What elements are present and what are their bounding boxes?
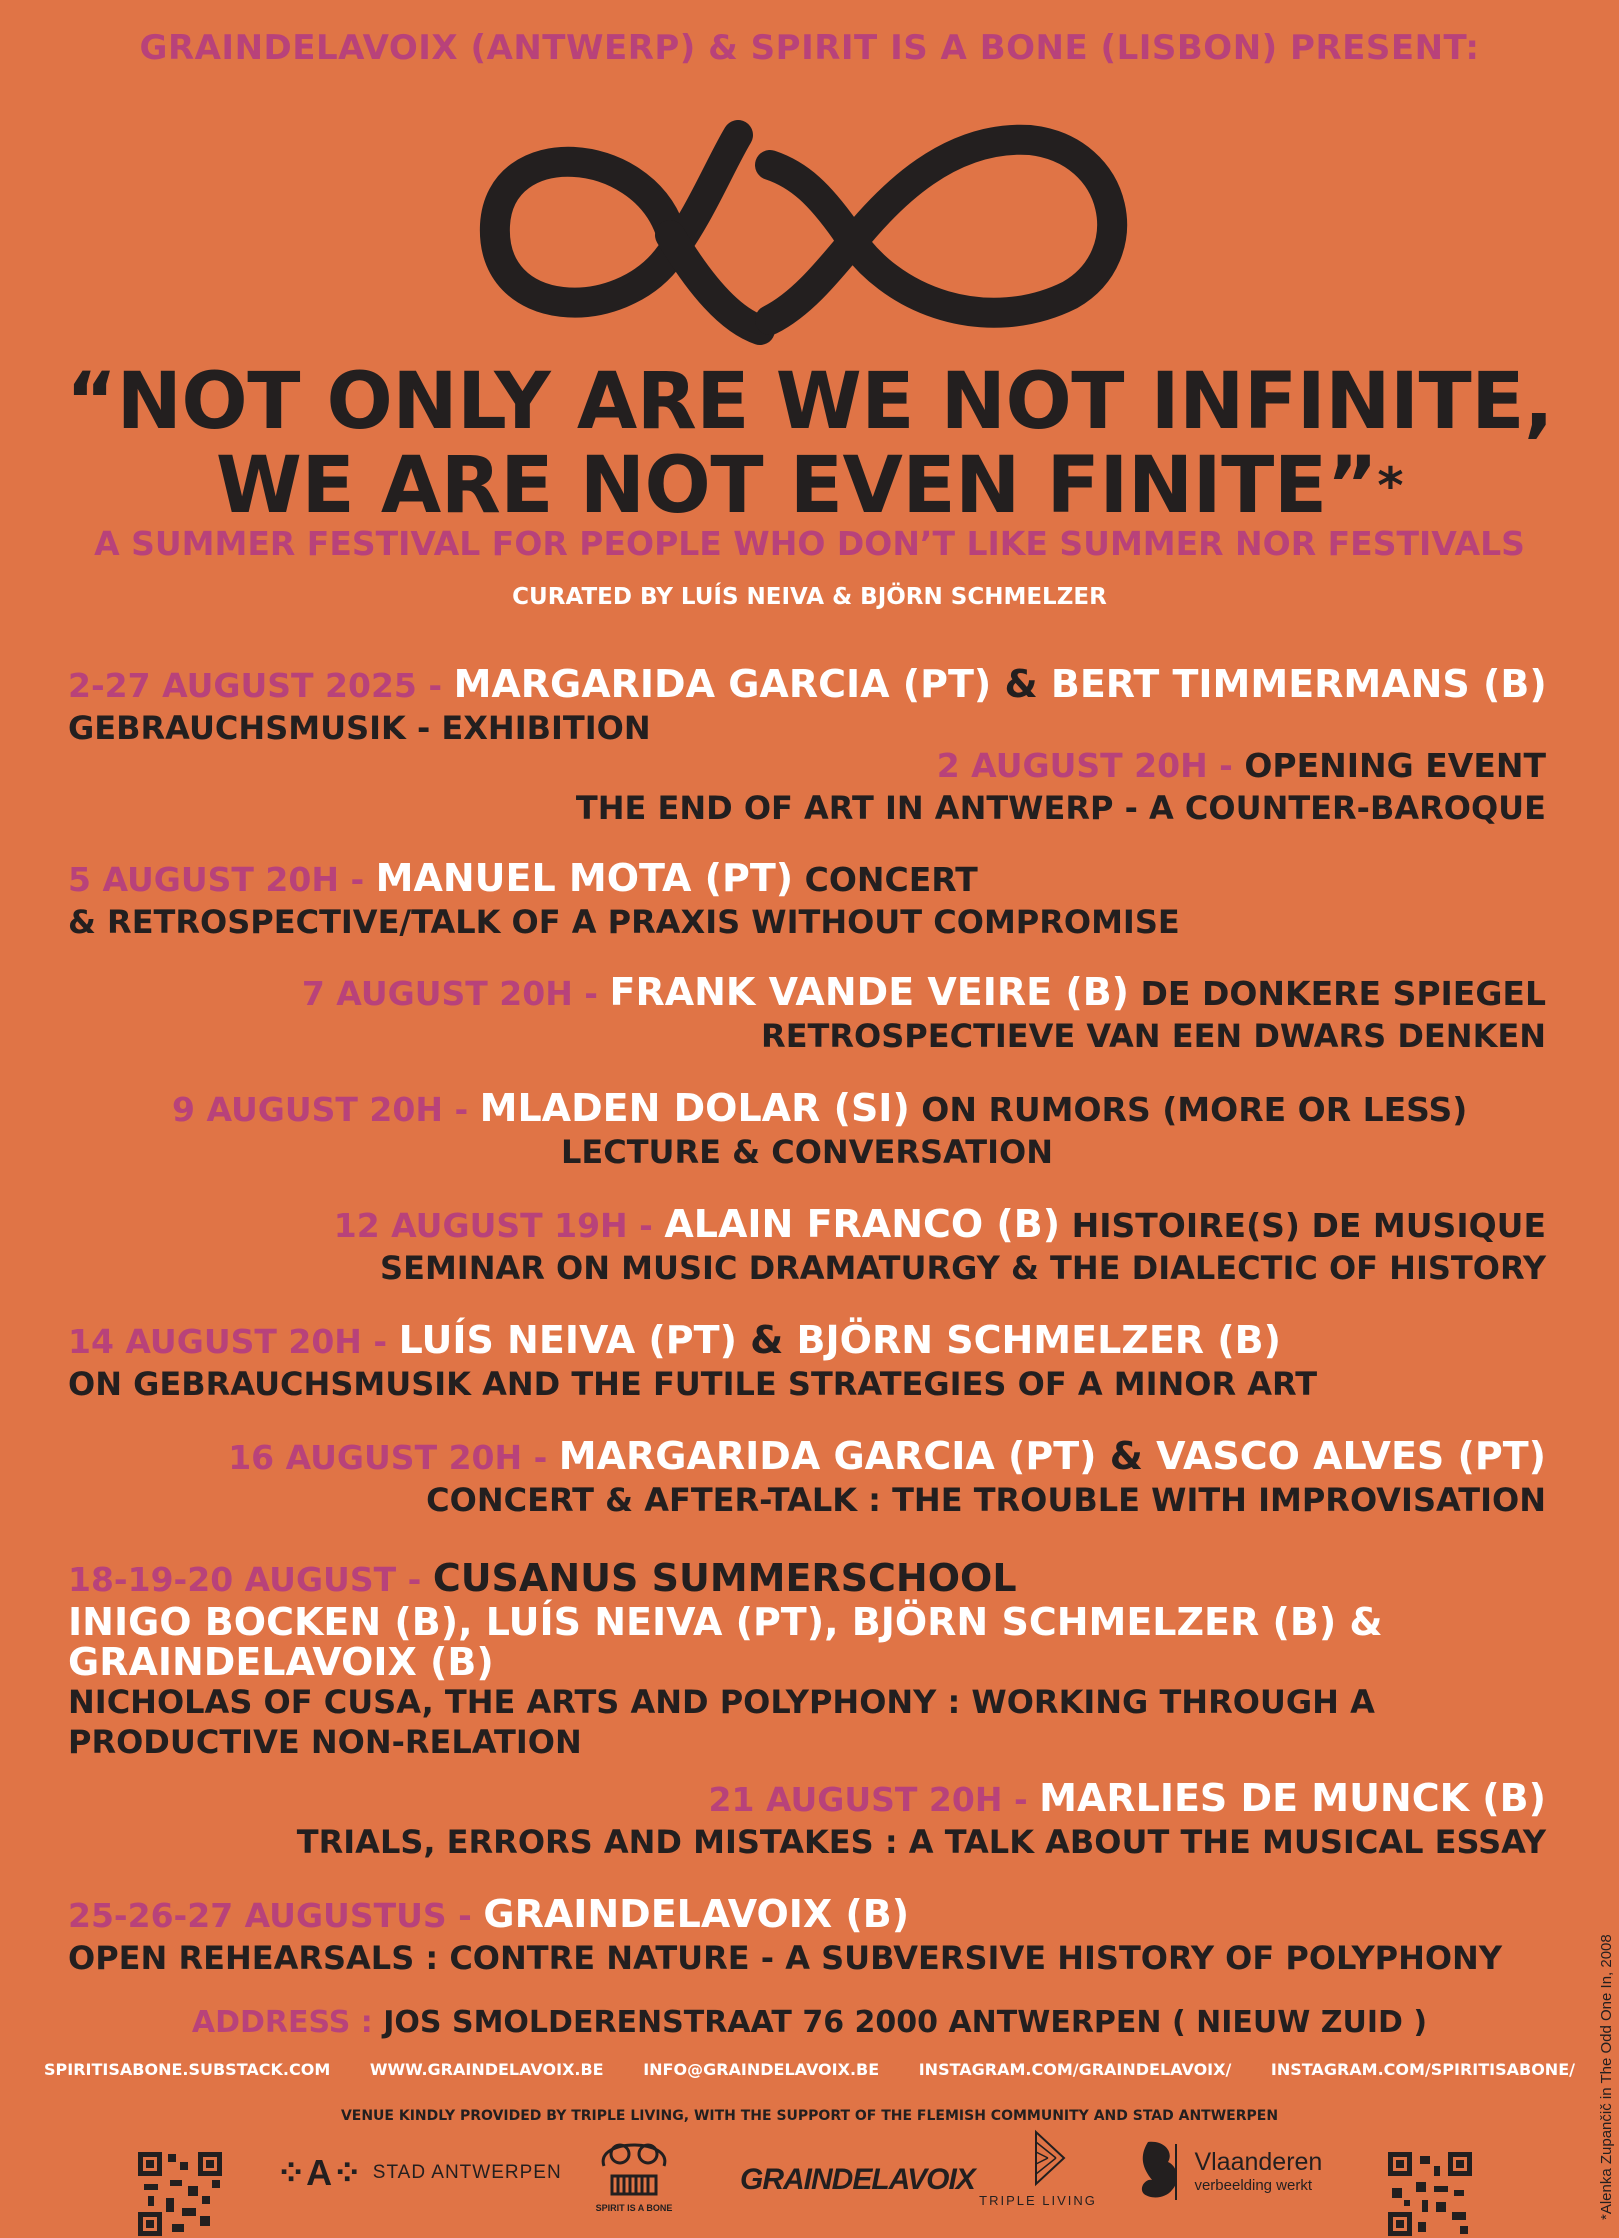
event-description: ON GEBRAUCHSMUSIK AND THE FUTILE STRATEGIES OF A MINOR ART xyxy=(68,1365,1318,1403)
event-margarida-bert xyxy=(68,662,1546,748)
event-date: 21 AUGUST 20H - xyxy=(708,1780,1040,1819)
triple-living-label: TRIPLE LIVING xyxy=(979,2193,1097,2208)
artist-name: ALAIN FRANCO (B) xyxy=(664,1202,1061,1246)
event-frank-vande-veire xyxy=(68,970,1546,1056)
event-type: ON RUMORS (MORE OR LESS) xyxy=(909,1090,1468,1129)
qr-code-icon xyxy=(136,2150,224,2238)
link-substack[interactable]: SPIRITISABONE.SUBSTACK.COM xyxy=(44,2060,331,2079)
tagline: A SUMMER FESTIVAL FOR PEOPLE WHO DON’T LIKE SUMMER NOR FESTIVALS xyxy=(94,524,1525,563)
link-instagram-spiritisabone[interactable]: INSTAGRAM.COM/SPIRITISABONE/ xyxy=(1270,2060,1575,2079)
vlaanderen-lion-logo-icon xyxy=(1134,2138,1184,2204)
ampersand: & xyxy=(1096,1434,1157,1478)
spirit-label: SPIRIT IS A BONE xyxy=(595,2203,673,2213)
ampersand: & xyxy=(991,662,1051,706)
qr-code-icon xyxy=(1386,2150,1474,2238)
event-description: OPEN REHEARSALS : CONTRE NATURE - A SUBVERSIVE HISTORY OF POLYPHONY xyxy=(68,1939,1502,1977)
artist-name: MARGARIDA GARCIA (PT) xyxy=(558,1434,1097,1478)
event-mladen-dolar xyxy=(172,1086,1468,1172)
event-neiva-schmelzer xyxy=(68,1318,1546,1404)
artist-name: BJÖRN SCHMELZER (B) xyxy=(796,1318,1281,1362)
festival-title xyxy=(0,357,1619,531)
stad-antwerpen-label: STAD ANTWERPEN xyxy=(372,2162,562,2183)
title-asterisk: * xyxy=(1377,457,1404,515)
event-graindelavoix xyxy=(68,1892,1546,1978)
event-date: 5 AUGUST 20H - xyxy=(68,860,376,899)
event-date: 9 AUGUST 20H - xyxy=(172,1090,480,1129)
artist-name: MLADEN DOLAR (SI) xyxy=(479,1086,910,1130)
event-type: DE DONKERE SPIEGEL xyxy=(1129,974,1546,1013)
event-description: SEMINAR ON MUSIC DRAMATURGY & THE DIALECTIC OF HISTORY xyxy=(380,1249,1546,1287)
event-type: HISTOIRE(S) DE MUSIQUE xyxy=(1060,1206,1546,1245)
ampersand: & xyxy=(736,1318,797,1362)
address-text: JOS SMOLDERENSTRAAT 76 2000 ANTWERPEN ( NIEUW ZUID ) xyxy=(383,2005,1428,2040)
presenters-line: GRAINDELAVOIX (ANTWERP) & SPIRIT IS A BONE (LISBON) PRESENT: xyxy=(139,28,1480,68)
artist-name: BERT TIMMERMANS (B) xyxy=(1050,662,1547,706)
venue-address xyxy=(0,2005,1619,2040)
artist-name: MANUEL MOTA (PT) xyxy=(375,856,794,900)
artist-name: VASCO ALVES (PT) xyxy=(1156,1434,1546,1478)
triple-living-logo xyxy=(978,2128,1098,2208)
event-garcia-alves xyxy=(68,1434,1546,1520)
event-date: 7 AUGUST 20H - xyxy=(301,974,610,1013)
link-email[interactable]: INFO@GRAINDELAVOIX.BE xyxy=(643,2060,880,2079)
event-type: CONCERT xyxy=(793,860,978,899)
title-line-1: “NOT ONLY ARE WE NOT INFINITE, xyxy=(65,357,1554,447)
link-instagram-graindelavoix[interactable]: INSTAGRAM.COM/GRAINDELAVOIX/ xyxy=(918,2060,1232,2079)
triple-living-logo-icon xyxy=(1008,2128,1068,2188)
artist-name: MARGARIDA GARCIA (PT) xyxy=(453,662,992,706)
address-label: ADDRESS : xyxy=(191,2005,384,2040)
graindelavoix-logo: GRAINDELAVOIX xyxy=(740,2163,975,2196)
event-description: LECTURE & CONVERSATION xyxy=(560,1133,1053,1171)
title-line-2: WE ARE NOT EVEN FINITE” xyxy=(215,441,1378,531)
event-description: GEBRAUCHSMUSIK - EXHIBITION xyxy=(68,709,651,747)
event-date: 2-27 AUGUST 2025 - xyxy=(68,666,454,705)
side-credit: *Alenka Zupančič in The Odd One In, 2008 xyxy=(1598,1934,1615,2220)
event-date: 14 AUGUST 20H - xyxy=(68,1322,399,1361)
event-manuel-mota xyxy=(68,856,1546,942)
artist-name: FRANK VANDE VEIRE (B) xyxy=(609,970,1130,1014)
event-cusanus-summerschool xyxy=(68,1556,1408,1762)
stad-antwerpen-logo xyxy=(276,2152,562,2194)
event-title: OPENING EVENT xyxy=(1244,746,1546,785)
spirit-is-a-bone-logo xyxy=(586,2128,682,2213)
event-description: RETROSPECTIEVE VAN EEN DWARS DENKEN xyxy=(761,1017,1546,1055)
event-alain-franco xyxy=(68,1202,1546,1288)
event-date: 2 AUGUST 20H - xyxy=(936,746,1245,785)
event-description: CONCERT & AFTER-TALK : THE TROUBLE WITH IMPROVISATION xyxy=(426,1481,1546,1519)
stad-antwerpen-logo-icon: ⁘A⁘ xyxy=(276,2152,363,2193)
event-date: 25-26-27 AUGUSTUS - xyxy=(68,1896,484,1935)
footer-links xyxy=(0,2060,1619,2079)
vlaanderen-logo xyxy=(1134,2138,1322,2204)
event-opening xyxy=(68,742,1546,828)
event-date: 18-19-20 AUGUST - xyxy=(68,1560,433,1599)
event-marlies-de-munck xyxy=(68,1776,1546,1862)
infinity-logo xyxy=(470,105,1150,355)
event-date: 16 AUGUST 20H - xyxy=(228,1438,559,1477)
event-description: & RETROSPECTIVE/TALK OF A PRAXIS WITHOUT COMPROMISE xyxy=(68,903,1180,941)
vlaanderen-sub-label: verbeelding werkt xyxy=(1194,2177,1313,2194)
artist-names: INIGO BOCKEN (B), LUÍS NEIVA (PT), BJÖRN SCHMELZER (B) & GRAINDELAVOIX (B) xyxy=(68,1600,1383,1684)
event-description: TRIALS, ERRORS AND MISTAKES : A TALK ABOUT THE MUSICAL ESSAY xyxy=(296,1823,1546,1861)
vlaanderen-label: Vlaanderen xyxy=(1194,2148,1323,2176)
event-description: THE END OF ART IN ANTWERP - A COUNTER-BAROQUE xyxy=(575,789,1546,827)
artist-name: GRAINDELAVOIX (B) xyxy=(483,1892,910,1936)
link-website[interactable]: WWW.GRAINDELAVOIX.BE xyxy=(369,2060,604,2079)
curators: CURATED BY LUÍS NEIVA & BJÖRN SCHMELZER xyxy=(512,584,1107,610)
artist-name: MARLIES DE MUNCK (B) xyxy=(1039,1776,1546,1820)
event-title: CUSANUS SUMMERSCHOOL xyxy=(432,1556,1017,1600)
artist-name: LUÍS NEIVA (PT) xyxy=(398,1318,737,1362)
event-description: NICHOLAS OF CUSA, THE ARTS AND POLYPHONY : WORKING THROUGH A PRODUCTIVE NON-RELATION xyxy=(68,1683,1375,1761)
spirit-skull-logo-icon xyxy=(586,2128,682,2198)
venue-credit: VENUE KINDLY PROVIDED BY TRIPLE LIVING, WITH THE SUPPORT OF THE FLEMISH COMMUNITY AND STAD ANTWERPEN xyxy=(340,2108,1279,2124)
event-date: 12 AUGUST 19H - xyxy=(333,1206,665,1245)
